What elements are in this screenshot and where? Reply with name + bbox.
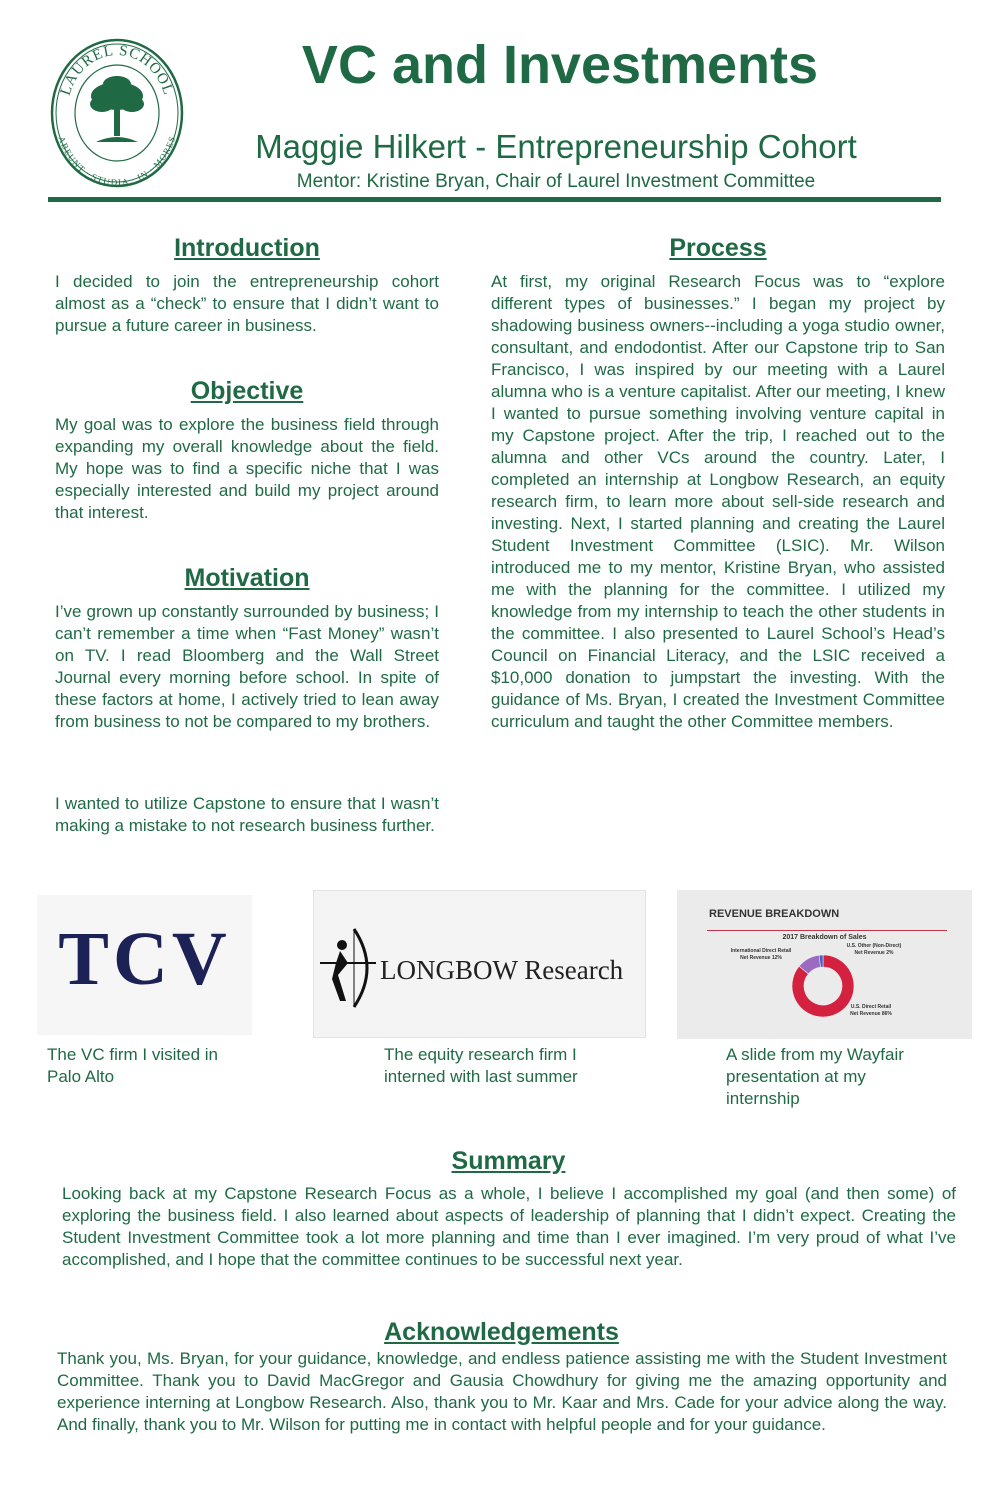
longbow-logo-image [313,890,646,1038]
motivation-heading: Motivation [184,564,310,592]
tcv-caption: The VC firm I visited in Palo Alto [47,1045,218,1086]
longbow-logo-text: LONGBOW Research [380,955,624,985]
seal-bottom-text: ABEUNT · STUDIA · IN · MORES [56,134,178,188]
chart-title: 2017 Breakdown of Sales [782,934,867,941]
tcv-logo-image [37,895,252,1035]
objective-heading: Objective [190,377,304,405]
archer-icon [318,923,378,1013]
slide-title: REVENUE BREAKDOWN [709,908,840,920]
label-us-direct: U.S. Direct Retail Net Revenue 86% [850,1004,892,1017]
revenue-donut-chart [677,890,972,1039]
process-heading: Process [669,234,767,262]
introduction-heading: Introduction [174,234,320,262]
longbow-caption: The equity research firm I interned with last summer [384,1045,578,1086]
label-us-other: U.S. Other (Non-Direct) Net Revenue 2% [846,943,902,956]
motivation-text-2: I wanted to utilize Capstone to ensure that I wasn’t making a mistake to not research business further. [55,794,439,835]
header-divider [48,197,941,202]
motivation-text: I’ve grown up constantly surrounded by business; I can’t remember a time when “Fast Money” wasn’t on TV. I read Bloomberg and the Wall Street Journal every morning before school. In spite of these factors at home, I actively tried to lean away from business to not be compared to my brothers. [55,602,439,731]
objective-text: My goal was to explore the business field through expanding my overall knowledge about the field. My hope was to find a specific niche that I was especially interested and build my project around that interest. [55,415,439,522]
seal-top-text: LAUREL SCHOOL [57,42,177,98]
author-subtitle: Maggie Hilkert - Entrepreneurship Cohort [255,128,857,165]
tcv-logo-text: TCV [58,917,231,1001]
mentor-line: Mentor: Kristine Bryan, Chair of Laurel Investment Committee [296,171,816,192]
page-title: VC and Investments [301,35,819,95]
label-international: International Direct Retail Net Revenue 12% [730,948,792,961]
wayfair-caption: A slide from my Wayfair presentation at my internship [726,1045,904,1108]
introduction-text: I decided to join the entrepreneurship cohort almost as a “check” to ensure that I didn’t want to pursue a future career in business. [55,272,439,335]
acknowledgements-text: Thank you, Ms. Bryan, for your guidance, knowledge, and endless patience assisting me with the Student Investment Committee. Thank you to David MacGregor and Gausia Chowdhury for giving me the amazing opportunity and experience interning at Longbow Research. Also, thank you to Mr. Kaar and Mrs. Cade for your advice along the way. And finally, thank you to Mr. Wilson for putting me in contact with helpful people and for your guidance. [57,1349,947,1434]
tree-icon [90,76,144,142]
acknowledgements-heading: Acknowledgements [384,1318,619,1346]
summary-heading: Summary [451,1147,566,1175]
laurel-school-seal [50,38,184,188]
process-text: At first, my original Research Focus was to “explore different types of businesses.” I began my project by shadowing business owners--including a yoga studio owner, consultant, and endodontist. After our Capstone trip to San Francisco, I was inspired by our meeting with a Laurel alumna who is a venture capitalist. After our meeting, I knew I wanted to pursue something involving venture capital in my Capstone project. After the trip, I reached out to the alumna and other VCs around the country. Later, I completed an internship at Longbow Research, an equity research firm, to learn more about sell-side research and investing. Next, I started planning and creating the Laurel Student Investment Committee (LSIC). Mr. Wilson introduced me to my mentor, Kristine Bryan, who assisted me with the planning for the committee. I utilized my knowledge from my internship to teach the other students in the committee. I also presented to Laurel School’s Head’s Council on Financial Literacy, and the LSIC received a $10,000 donation to jumpstart the investing. With the guidance of Ms. Bryan, I created the Investment Committee curriculum and taught the other Committee members. [491,272,945,731]
summary-text: Looking back at my Capstone Research Focus as a whole, I believe I accomplished my goal (and then some) of exploring the business field. I also learned about aspects of leadership of planning that I didn’t expect. Creating the Student Investment Committee took a lot more planning and time than I ever imagined. I’m very proud of what I’ve accomplished, and I hope that the committee continues to be successful next year. [62,1184,956,1269]
wayfair-slide-image [677,890,972,1039]
